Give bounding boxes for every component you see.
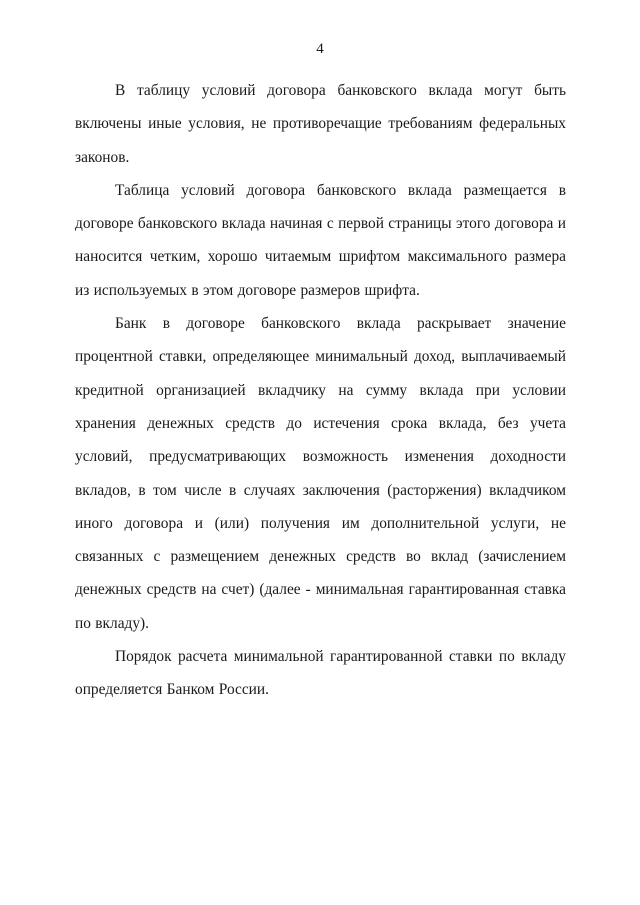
page-number: 4	[316, 41, 324, 57]
paragraph-interest-rate: Банк в договоре банковского вклада раскрывает значение процентной ставки, определяющее минимальный доход, выплачиваемый кредитной организацией вкладчику на сумму вклада при условии хранения денежных средств до истечения срока вклада, без учета условий, предусматривающих возможность изменения доходности вкладов, в том числе в случаях заключения (расторжения) вкладчиком иного договора и (или) получения им дополнительной услуги, не связанных с размещением денежных средств во вклад (зачислением денежных средств на счет) (далее - минимальная гарантированная ставка по вкладу).	[75, 315, 566, 632]
paragraph-calculation-order: Порядок расчета минимальной гарантированной ставки по вкладу определяется Банком России.	[75, 648, 566, 699]
document-body	[75, 74, 566, 707]
paragraph-table-conditions: В таблицу условий договора банковского вклада могут быть включены иные условия, не противоречащие требованиям федеральных законов.	[75, 82, 566, 166]
paragraph-table-placement: Таблица условий договора банковского вклада размещается в договоре банковского вклада начиная с первой страницы этого договора и наносится четким, хорошо читаемым шрифтом максимального размера из используемых в этом договоре размеров шрифта.	[75, 181, 566, 299]
